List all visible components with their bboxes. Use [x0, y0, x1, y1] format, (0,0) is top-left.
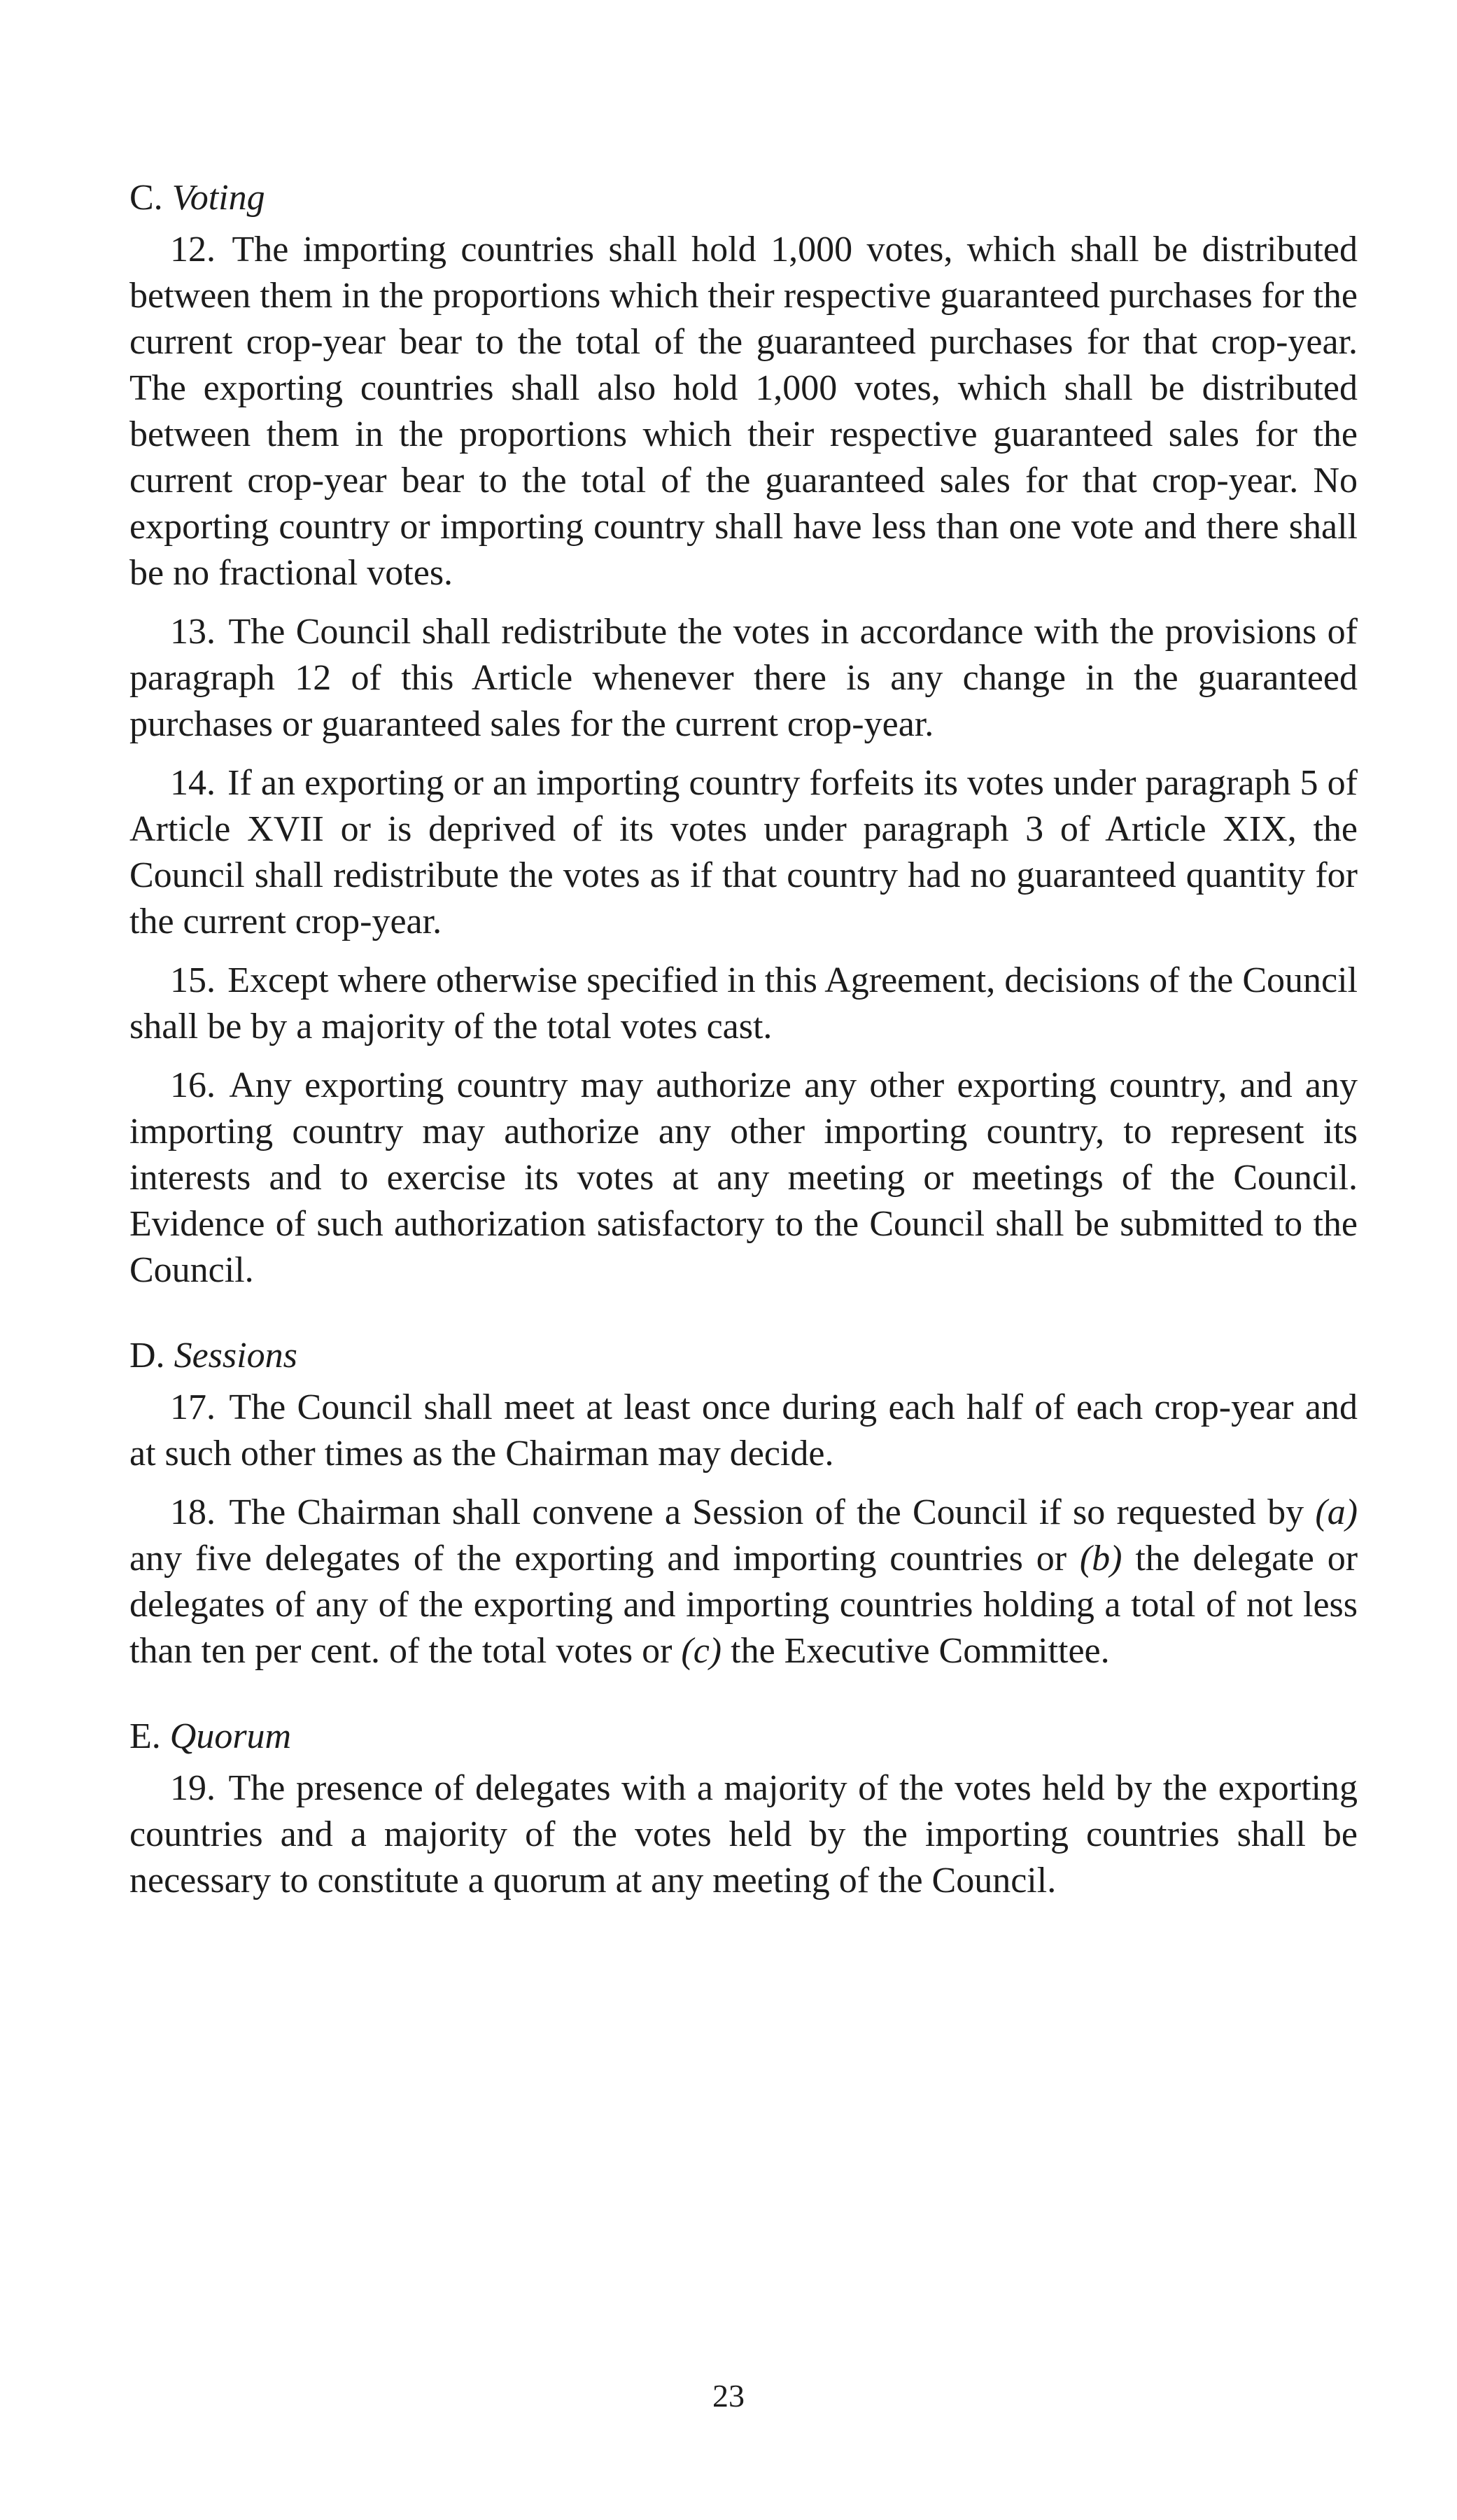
paragraph-number: 19. — [170, 1768, 216, 1808]
paragraph-15 — [129, 958, 1358, 1050]
paragraph-number: 15. — [170, 960, 216, 1000]
paragraph-18 — [129, 1490, 1358, 1674]
section-letter: E. — [129, 1716, 161, 1756]
paragraph-13 — [129, 609, 1358, 748]
paragraph-text: the delegate or delegates of any of the exporting and importing countries holding a total of not less than ten per cent. of the total votes or — [129, 1539, 1358, 1671]
paragraph-text: The Council shall meet at least once during each half of each crop-year and at such other times as the Chairman may decide. — [129, 1387, 1358, 1474]
paragraph-number: 17. — [170, 1387, 216, 1427]
paragraph-text: The presence of delegates with a majority of the votes held by the exporting countries and a majority of the votes held by the importing countries shall be necessary to constitute a quorum at any meeting of the Council. — [129, 1768, 1358, 1900]
paragraph-number: 13. — [170, 612, 216, 652]
paragraph-text: Any exporting country may authorize any other exporting country, and any importing country may authorize any other importing country, to represent its interests and to exercise its votes at any meeting or meetings of the Council. Evidence of such authorization satisfactory to the Council shall be submitted to the Council. — [129, 1065, 1358, 1290]
clause-label-a: (a) — [1315, 1492, 1358, 1532]
paragraph-12 — [129, 227, 1358, 596]
section-heading-quorum — [129, 1714, 1358, 1760]
section-heading-voting — [129, 175, 1358, 221]
paragraph-text: The Council shall redistribute the votes in accordance with the provisions of paragraph 12 of this Article whenever there is any change in the guaranteed purchases or guaranteed sales for the current crop-year. — [129, 612, 1358, 744]
paragraph-text: Except where otherwise specified in this Agreement, decisions of the Council shall be by a majority of the total votes cast. — [129, 960, 1358, 1046]
paragraph-text: The Chairman shall convene a Session of the Council if so requested by — [229, 1492, 1304, 1532]
paragraph-text: the Executive Committee. — [731, 1631, 1110, 1671]
section-heading-sessions — [129, 1333, 1358, 1379]
section-letter: D. — [129, 1336, 165, 1376]
paragraph-number: 16. — [170, 1065, 216, 1105]
paragraph-14 — [129, 760, 1358, 945]
section-title: Quorum — [169, 1716, 292, 1756]
section-letter: C. — [129, 178, 163, 218]
document-page — [129, 175, 1358, 1904]
section-title: Sessions — [174, 1336, 297, 1376]
paragraph-text: If an exporting or an importing country forfeits its votes under paragraph 5 of Article XVII or is deprived of its votes under paragraph 3 of Article XIX, the Council shall redistribute the votes as if that country had no guaranteed quantity for the current crop-year. — [129, 763, 1358, 941]
clause-label-b: (b) — [1079, 1539, 1122, 1578]
section-title: Voting — [171, 178, 265, 218]
paragraph-19 — [129, 1765, 1358, 1904]
paragraph-number: 18. — [170, 1492, 216, 1532]
paragraph-16 — [129, 1063, 1358, 1294]
paragraph-text: The importing countries shall hold 1,000 votes, which shall be distributed between them in the proportions which their respective guaranteed purchases for the current crop-year bear to the total of the guaranteed purchases for that crop-year. The exporting countries shall also hold 1,000 votes, which shall be distributed between them in the proportions which their respective guaranteed sales for the current crop-year bear to the total of the guaranteed sales for that crop-year. No exporting country or importing country shall have less than one vote and there shall be no fractional votes. — [129, 230, 1358, 593]
paragraph-text: any five delegates of the exporting and importing countries or — [129, 1539, 1067, 1578]
page-number: 23 — [712, 2378, 745, 2414]
clause-label-c: (c) — [681, 1631, 722, 1671]
paragraph-17 — [129, 1385, 1358, 1477]
paragraph-number: 14. — [170, 763, 216, 803]
paragraph-number: 12. — [170, 230, 216, 270]
